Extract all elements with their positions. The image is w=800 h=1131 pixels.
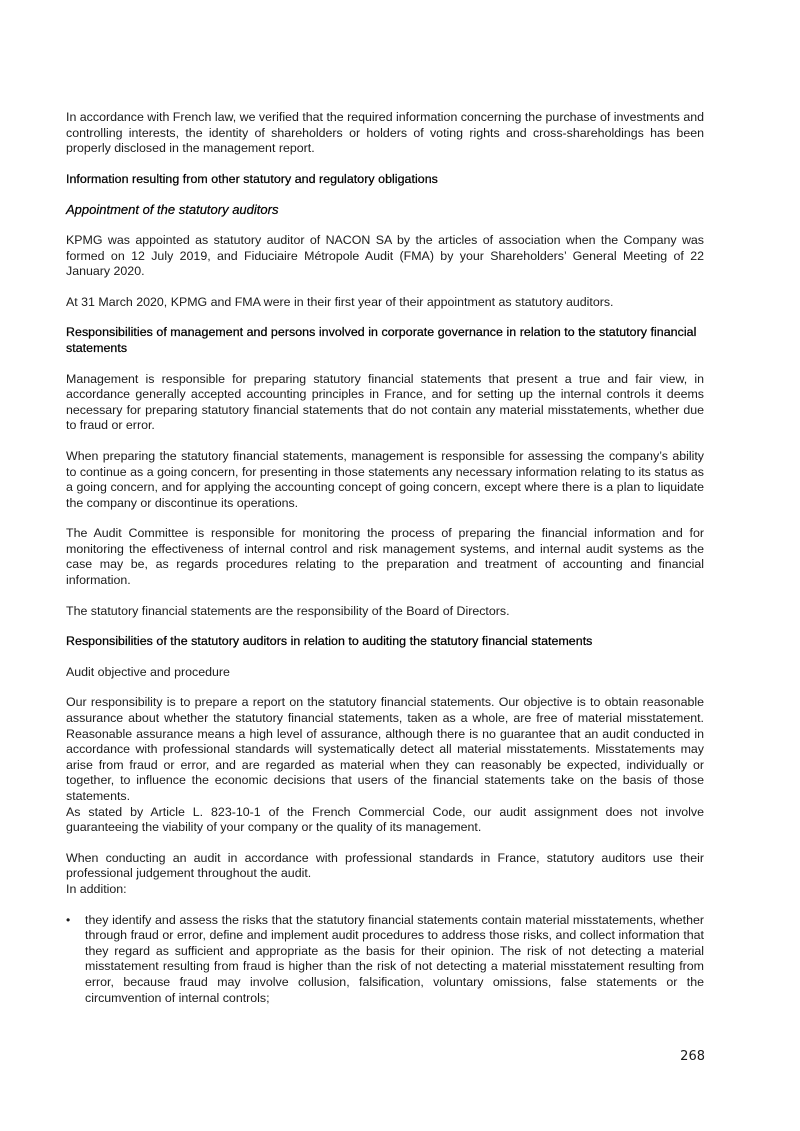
subheading-appointment: Appointment of the statutory auditors (66, 202, 279, 218)
subheading-audit-objective: Audit objective and procedure (66, 664, 230, 679)
bullet-list (66, 913, 704, 1007)
page-number: 268 (680, 1049, 705, 1064)
paragraph-going-concern: When preparing the statutory financial statements, management is responsible for assessing the company’s ability to continue as a going concern, for presenting in those statements any necessary information relating to its status as a going concern, and for applying the accounting concept of going concern, except where there is a plan to liquidate the company or discontinue its operations. (66, 448, 704, 510)
bullet-icon: • (66, 912, 71, 927)
paragraph-disclosure: In accordance with French law, we verified that the required information concerning the purchase of investments and controlling interests, the identity of shareholders or holders of voting rights and cross-shareholdings has been properly disclosed in the management report. (66, 110, 704, 156)
paragraph-appointment: KPMG was appointed as statutory auditor of NACON SA by the articles of association when the Company was formed on 12 July 2019, and Fiduciaire Métropole Audit (FMA) by your Shareholders’ General Meeting of 22 January 2020. (66, 232, 704, 279)
paragraph-audit-committee: The Audit Committee is responsible for monitoring the process of preparing the financial information and for monitoring the effectiveness of internal control and risk management systems, and internal audit systems as the case may be, as regards procedures relating to the preparation and treatment of accounting and financial information. (66, 526, 704, 588)
paragraph-article: As stated by Article L. 823-10-1 of the French Commercial Code, our audit assignment does not involve guaranteeing the viability of your company or the quality of its management. (66, 804, 704, 835)
document-body (66, 110, 704, 1006)
paragraph-in-addition: In addition: (66, 881, 127, 896)
paragraph-professional-judgement: When conducting an audit in accordance with professional standards in France, statutory auditors use their professional judgement throughout the audit. (66, 850, 704, 881)
paragraph-management-responsibility: Management is responsible for preparing statutory financial statements that present a true and fair view, in accordance generally accepted accounting principles in France, and for setting up the internal controls it deems necessary for preparing statutory financial statements that do not contain any material misstatements, whether due to fraud or error. (66, 371, 704, 433)
list-item (66, 913, 704, 1007)
section-heading-auditor-responsibilities: Responsibilities of the statutory auditors in relation to auditing the statutory financial statements (66, 634, 593, 649)
paragraph-first-year: At 31 March 2020, KPMG and FMA were in their first year of their appointment as statutory auditors. (66, 294, 614, 309)
list-item-text: they identify and assess the risks that the statutory financial statements contain material misstatements, whether through fraud or error, define and implement audit procedures to address those risks, and collect information that they regard as sufficient and appropriate as the basis for their opinion. The risk of not detecting a material misstatement resulting from fraud is higher than the risk of not detecting a material misstatement resulting from error, because fraud may involve collusion, falsification, voluntary omissions, false statements or the circumvention of internal controls; (85, 912, 704, 1005)
section-heading-other-obligations: Information resulting from other statutory and regulatory obligations (66, 171, 438, 186)
paragraph-board: The statutory financial statements are the responsibility of the Board of Directors. (66, 603, 510, 618)
section-heading-management-responsibilities: Responsibilities of management and persons involved in corporate governance in relation to the statutory financial statements (66, 325, 697, 355)
paragraph-reasonable-assurance: Our responsibility is to prepare a report on the statutory financial statements. Our objective is to obtain reasonable assurance about whether the statutory financial statements, taken as a whole, are free of material misstatement. Reasonable assurance means a high level of assurance, although there is no guarantee that an audit conducted in accordance with professional standards will systematically detect all material misstatements. Misstatements may arise from fraud or error, and are regarded as material when they can reasonably be expected, individually or together, to influence the economic decisions that users of the financial statements take on the basis of those statements. (66, 695, 704, 803)
